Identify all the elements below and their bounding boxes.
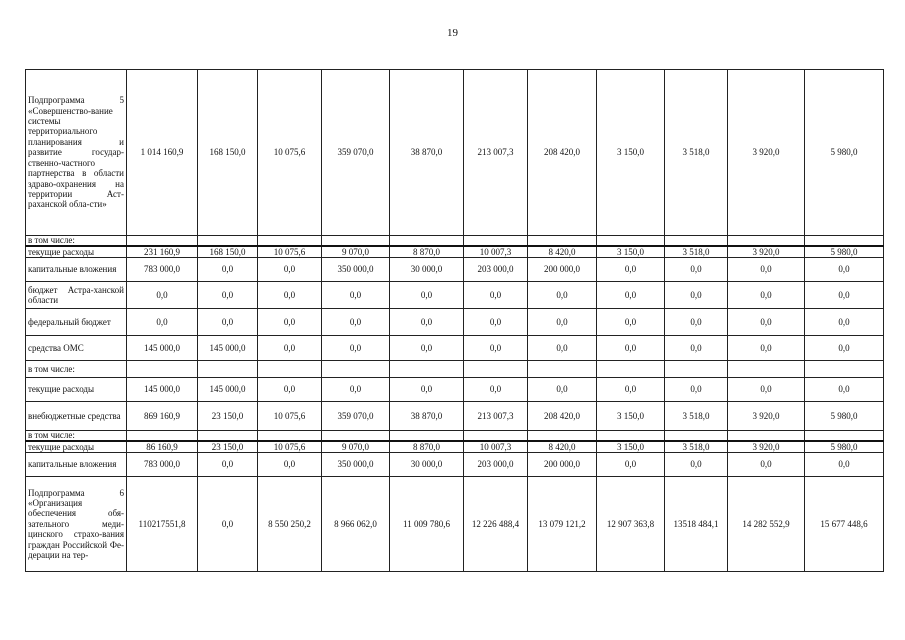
value-cell: 0,0 [728,282,805,309]
table-row [26,361,884,378]
page-number: 19 [447,27,458,39]
value-cell: 359 070,0 [322,70,390,236]
value-cell: 0,0 [597,336,665,361]
table-row [26,246,884,258]
value-cell: 110217551,8 [127,477,198,572]
value-cell [597,361,665,378]
value-cell: 0,0 [728,309,805,336]
value-cell: 145 000,0 [127,378,198,402]
value-cell: 0,0 [322,309,390,336]
value-cell: 203 000,0 [464,258,528,282]
value-cell: 8 420,0 [528,441,597,453]
value-cell: 3 920,0 [728,402,805,431]
value-cell: 86 160,9 [127,441,198,453]
value-cell [805,431,884,442]
value-cell: 0,0 [198,258,258,282]
table-row [26,282,884,309]
table-row [26,453,884,477]
value-cell: 10 007,3 [464,441,528,453]
value-cell [528,431,597,442]
value-cell: 0,0 [597,453,665,477]
table-row [26,431,884,442]
table-row [26,477,884,572]
value-cell [665,361,728,378]
value-cell [597,431,665,442]
row-label: в том числе: [26,236,127,247]
value-cell: 145 000,0 [198,336,258,361]
value-cell [127,361,198,378]
value-cell: 0,0 [390,282,464,309]
table-row [26,402,884,431]
value-cell: 168 150,0 [198,70,258,236]
value-cell: 10 007,3 [464,246,528,258]
value-cell: 0,0 [528,336,597,361]
value-cell [322,361,390,378]
value-cell: 3 920,0 [728,441,805,453]
value-cell: 8 966 062,0 [322,477,390,572]
table-row [26,336,884,361]
row-label: капитальные вложения [26,453,127,477]
value-cell: 203 000,0 [464,453,528,477]
value-cell: 0,0 [127,282,198,309]
value-cell: 0,0 [258,258,322,282]
value-cell: 200 000,0 [528,453,597,477]
value-cell: 0,0 [728,336,805,361]
value-cell: 200 000,0 [528,258,597,282]
value-cell: 5 980,0 [805,246,884,258]
value-cell: 10 075,6 [258,246,322,258]
value-cell: 5 980,0 [805,441,884,453]
value-cell: 0,0 [665,309,728,336]
value-cell: 0,0 [528,309,597,336]
value-cell: 0,0 [198,309,258,336]
value-cell [258,431,322,442]
value-cell: 0,0 [728,258,805,282]
value-cell: 783 000,0 [127,453,198,477]
row-label: текущие расходы [26,441,127,453]
value-cell: 213 007,3 [464,70,528,236]
value-cell: 0,0 [665,258,728,282]
value-cell: 8 870,0 [390,441,464,453]
value-cell: 9 070,0 [322,246,390,258]
value-cell [127,236,198,247]
value-cell [258,236,322,247]
value-cell: 1 014 160,9 [127,70,198,236]
row-label: средства ОМС [26,336,127,361]
value-cell: 0,0 [258,336,322,361]
value-cell: 145 000,0 [127,336,198,361]
table-row [26,258,884,282]
value-cell: 5 980,0 [805,70,884,236]
value-cell: 350 000,0 [322,258,390,282]
value-cell: 0,0 [198,453,258,477]
value-cell: 38 870,0 [390,70,464,236]
value-cell: 0,0 [597,258,665,282]
value-cell: 23 150,0 [198,441,258,453]
table-row [26,236,884,247]
value-cell: 10 075,6 [258,441,322,453]
value-cell: 145 000,0 [198,378,258,402]
value-cell: 0,0 [464,378,528,402]
value-cell: 168 150,0 [198,246,258,258]
value-cell: 0,0 [258,309,322,336]
value-cell [390,431,464,442]
value-cell: 8 550 250,2 [258,477,322,572]
value-cell: 0,0 [665,378,728,402]
value-cell: 0,0 [464,282,528,309]
value-cell: 5 980,0 [805,402,884,431]
value-cell: 0,0 [597,282,665,309]
value-cell: 0,0 [665,336,728,361]
value-cell [198,431,258,442]
value-cell: 0,0 [258,378,322,402]
value-cell: 10 075,6 [258,70,322,236]
row-label: текущие расходы [26,378,127,402]
value-cell: 0,0 [597,309,665,336]
row-label: бюджет Астра-ханской области [26,282,127,309]
value-cell [528,236,597,247]
value-cell: 11 009 780,6 [390,477,464,572]
value-cell: 15 677 448,6 [805,477,884,572]
table-row [26,441,884,453]
value-cell: 213 007,3 [464,402,528,431]
value-cell: 10 075,6 [258,402,322,431]
value-cell: 0,0 [805,309,884,336]
value-cell: 359 070,0 [322,402,390,431]
value-cell [322,431,390,442]
value-cell [665,236,728,247]
row-label: федеральный бюджет [26,309,127,336]
value-cell [728,361,805,378]
row-label: внебюджетные средства [26,402,127,431]
value-cell: 8 420,0 [528,246,597,258]
value-cell: 0,0 [127,309,198,336]
row-label: текущие расходы [26,246,127,258]
value-cell: 0,0 [528,282,597,309]
value-cell: 3 920,0 [728,70,805,236]
value-cell: 0,0 [258,453,322,477]
row-label: Подпрограмма 6 «Организация обеспечения обя-зательного меди-цинского страхо-вания граждан Российской Фе-дерации на тер- [26,477,127,572]
value-cell: 0,0 [528,378,597,402]
value-cell: 3 150,0 [597,246,665,258]
value-cell: 208 420,0 [528,402,597,431]
value-cell: 0,0 [390,378,464,402]
value-cell: 231 160,9 [127,246,198,258]
value-cell: 3 518,0 [665,441,728,453]
value-cell [597,236,665,247]
value-cell [464,431,528,442]
value-cell [464,361,528,378]
table-row [26,309,884,336]
value-cell: 0,0 [805,378,884,402]
value-cell [198,361,258,378]
value-cell: 3 150,0 [597,402,665,431]
value-cell: 23 150,0 [198,402,258,431]
value-cell: 208 420,0 [528,70,597,236]
row-label: в том числе: [26,431,127,442]
value-cell: 3 150,0 [597,441,665,453]
value-cell: 30 000,0 [390,258,464,282]
value-cell: 0,0 [597,378,665,402]
value-cell: 0,0 [665,453,728,477]
row-label: в том числе: [26,361,127,378]
value-cell: 9 070,0 [322,441,390,453]
value-cell [322,236,390,247]
value-cell [198,236,258,247]
value-cell [390,236,464,247]
value-cell: 783 000,0 [127,258,198,282]
value-cell: 0,0 [390,309,464,336]
value-cell: 0,0 [728,378,805,402]
value-cell [464,236,528,247]
value-cell [728,236,805,247]
value-cell: 0,0 [805,336,884,361]
value-cell: 0,0 [198,282,258,309]
row-label: капитальные вложения [26,258,127,282]
value-cell: 0,0 [322,378,390,402]
table-row [26,378,884,402]
value-cell: 0,0 [665,282,728,309]
value-cell: 0,0 [805,258,884,282]
value-cell [665,431,728,442]
value-cell: 0,0 [464,309,528,336]
budget-table [25,69,884,572]
value-cell: 0,0 [728,453,805,477]
value-cell: 0,0 [805,282,884,309]
value-cell: 13518 484,1 [665,477,728,572]
value-cell: 0,0 [198,477,258,572]
value-cell: 12 907 363,8 [597,477,665,572]
value-cell [805,236,884,247]
value-cell [127,431,198,442]
value-cell: 38 870,0 [390,402,464,431]
value-cell: 30 000,0 [390,453,464,477]
value-cell: 3 150,0 [597,70,665,236]
value-cell: 13 079 121,2 [528,477,597,572]
value-cell: 3 518,0 [665,70,728,236]
value-cell: 14 282 552,9 [728,477,805,572]
value-cell: 0,0 [464,336,528,361]
value-cell: 3 518,0 [665,246,728,258]
value-cell: 869 160,9 [127,402,198,431]
value-cell: 0,0 [322,336,390,361]
row-label: Подпрограмма 5 «Совершенство-вание системы территориального планирования и развитие государ-ственно-частного партнерства в области здраво-охранения на территории Аст-раханской обла-сти» [26,70,127,236]
value-cell: 0,0 [805,453,884,477]
value-cell: 8 870,0 [390,246,464,258]
value-cell: 350 000,0 [322,453,390,477]
value-cell: 0,0 [390,336,464,361]
value-cell [258,361,322,378]
value-cell [390,361,464,378]
value-cell: 3 518,0 [665,402,728,431]
value-cell [805,361,884,378]
value-cell: 3 920,0 [728,246,805,258]
table-row [26,70,884,236]
value-cell: 12 226 488,4 [464,477,528,572]
value-cell [728,431,805,442]
value-cell: 0,0 [322,282,390,309]
value-cell: 0,0 [258,282,322,309]
value-cell [528,361,597,378]
